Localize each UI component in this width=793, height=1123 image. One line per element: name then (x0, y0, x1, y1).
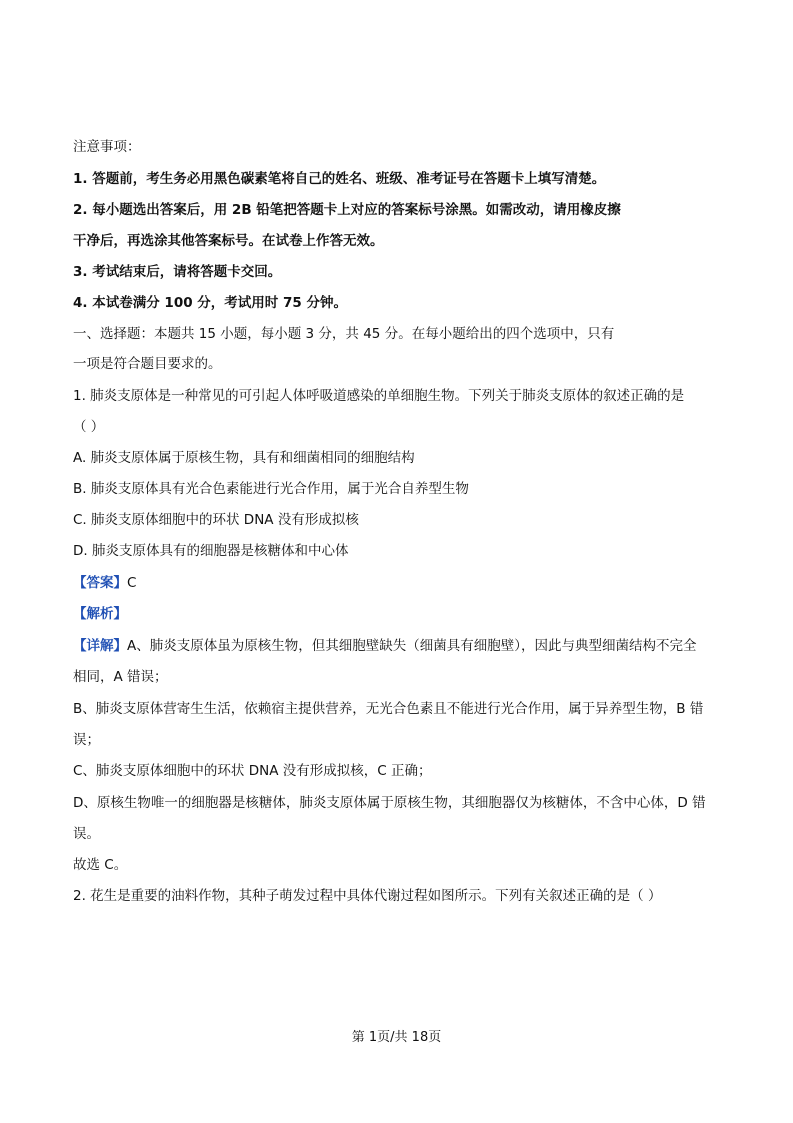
q1-stem: 1. 肺炎支原体是一种常见的可引起人体呼吸道感染的单细胞生物。下列关于肺炎支原体的叙述正确的是 (73, 388, 685, 404)
notice-item-1: 1. 答题前，考生务必用黑色碳素笔将自己的姓名、班级、准考证号在答题卡上填写清楚。 (73, 171, 606, 187)
q1-option-d: D. 肺炎支原体具有的细胞器是核糖体和中心体 (73, 543, 349, 559)
q1-analysis-tag: 【解析】 (73, 606, 127, 622)
notice-item-3: 3. 考试结束后，请将答题卡交回。 (73, 264, 282, 280)
q1-detail-line-5: C、肺炎支原体细胞中的环状 DNA 没有形成拟核，C 正确； (73, 763, 432, 779)
q1-detail-line-3: B、肺炎支原体营寄生生活，依赖宿主提供营养，无光合色素且不能进行光合作用，属于异养型生物，B 错 (73, 701, 704, 717)
section-heading: 一、选择题：本题共 15 小题，每小题 3 分，共 45 分。在每小题给出的四个选项中，只有 (73, 326, 615, 342)
section-heading-cont: 一项是符合题目要求的。 (73, 356, 222, 372)
q1-detail-line-2: 相同，A 错误； (73, 669, 168, 685)
notice-heading: 注意事项： (73, 139, 141, 155)
q1-detail-line-7: 误。 (73, 826, 100, 842)
q2-stem: 2. 花生是重要的油料作物，其种子萌发过程中具体代谢过程如图所示。下列有关叙述正确的是（ ） (73, 888, 662, 904)
notice-item-4: 4. 本试卷满分 100 分，考试用时 75 分钟。 (73, 295, 347, 311)
page-footer: 第 1页/共 18页 (351, 1030, 442, 1045)
q1-detail-line-4: 误； (73, 732, 100, 748)
q1-detail-line-8: 故选 C。 (73, 857, 128, 873)
q1-option-c: C. 肺炎支原体细胞中的环状 DNA 没有形成拟核 (73, 512, 359, 528)
detail-tag: 【详解】 (73, 638, 127, 654)
answer-tag: 【答案】 (73, 575, 127, 591)
q1-detail-line-6: D、原核生物唯一的细胞器是核糖体，肺炎支原体属于原核生物，其细胞器仅为核糖体，不含中心体，D 错 (73, 795, 706, 811)
q1-detail-line-1 (73, 637, 696, 655)
detail-text: A、肺炎支原体虽为原核生物，但其细胞壁缺失（细菌具有细胞壁），因此与典型细菌结构不完全 (127, 638, 697, 654)
q1-option-b: B. 肺炎支原体具有光合色素能进行光合作用，属于光合自养型生物 (73, 481, 469, 497)
notice-item-2: 2. 每小题选出答案后，用 2B 铅笔把答题卡上对应的答案标号涂黑。如需改动，请用橡皮擦 (73, 202, 621, 218)
q1-answer (73, 574, 136, 592)
answer-value: C (127, 575, 137, 591)
notice-item-2-cont: 干净后，再选涂其他答案标号。在试卷上作答无效。 (73, 233, 384, 249)
q1-blank: （ ） (73, 419, 105, 435)
q1-option-a: A. 肺炎支原体属于原核生物，具有和细菌相同的细胞结构 (73, 450, 415, 466)
